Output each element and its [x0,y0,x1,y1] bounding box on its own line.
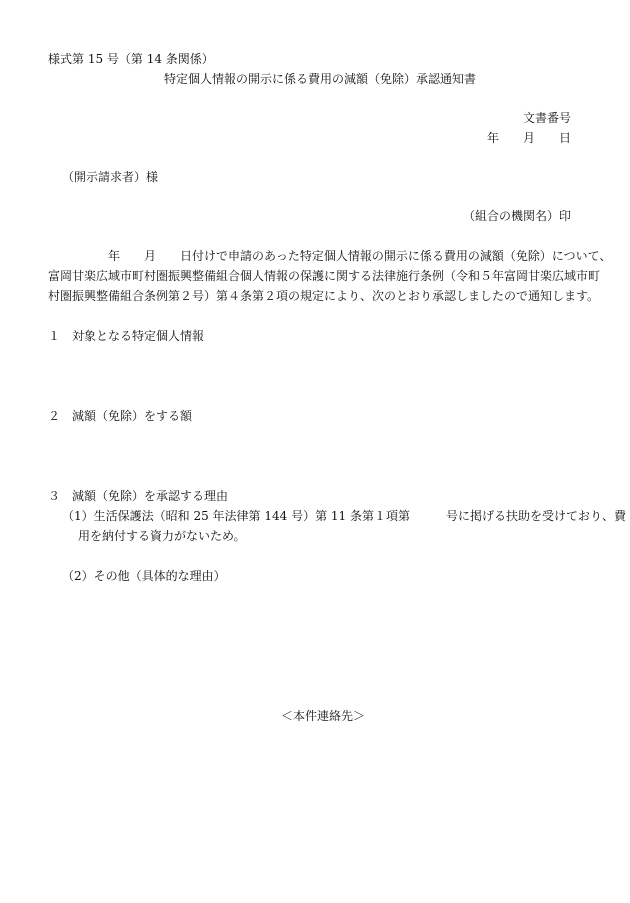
date-line: 年 月 日 [486,131,571,145]
body-line-2: 富岡甘楽広域市町村圏振興整備組合個人情報の保護に関する法律施行条例（令和５年富岡甘楽広域市町 [48,269,601,283]
section-3-item-1-line-2: 用を納付する資力がないため。 [78,529,246,543]
section-3-item-1-line-1: （1）生活保護法（昭和 25 年法律第 144 号）第 11 条第１項第 号に掲げる扶助を受けており、費 [62,509,626,523]
contact-heading: ＜本件連絡先＞ [281,709,366,723]
section-2-heading: ２ 減額（免除）をする額 [48,409,193,423]
form-number: 様式第 15 号（第 14 条関係） [48,52,214,66]
body-line-1: 年 月 日付けで申請のあった特定個人情報の開示に係る費用の減額（免除）について、 [108,249,612,263]
section-3-item-2: （2）その他（具体的な理由） [62,569,226,583]
sender: （組合の機関名）印 [462,209,571,223]
section-1-heading: １ 対象となる特定個人情報 [48,329,205,343]
document-title: 特定個人情報の開示に係る費用の減額（免除）承認通知書 [164,72,477,86]
body-line-3: 村圏振興整備組合条例第２号）第４条第２項の規定により、次のとおり承認しましたので通知します。 [48,289,600,303]
section-3-heading: ３ 減額（免除）を承認する理由 [48,489,229,503]
document-number-label: 文書番号 [522,111,571,125]
recipient: （開示請求者）様 [62,170,159,184]
